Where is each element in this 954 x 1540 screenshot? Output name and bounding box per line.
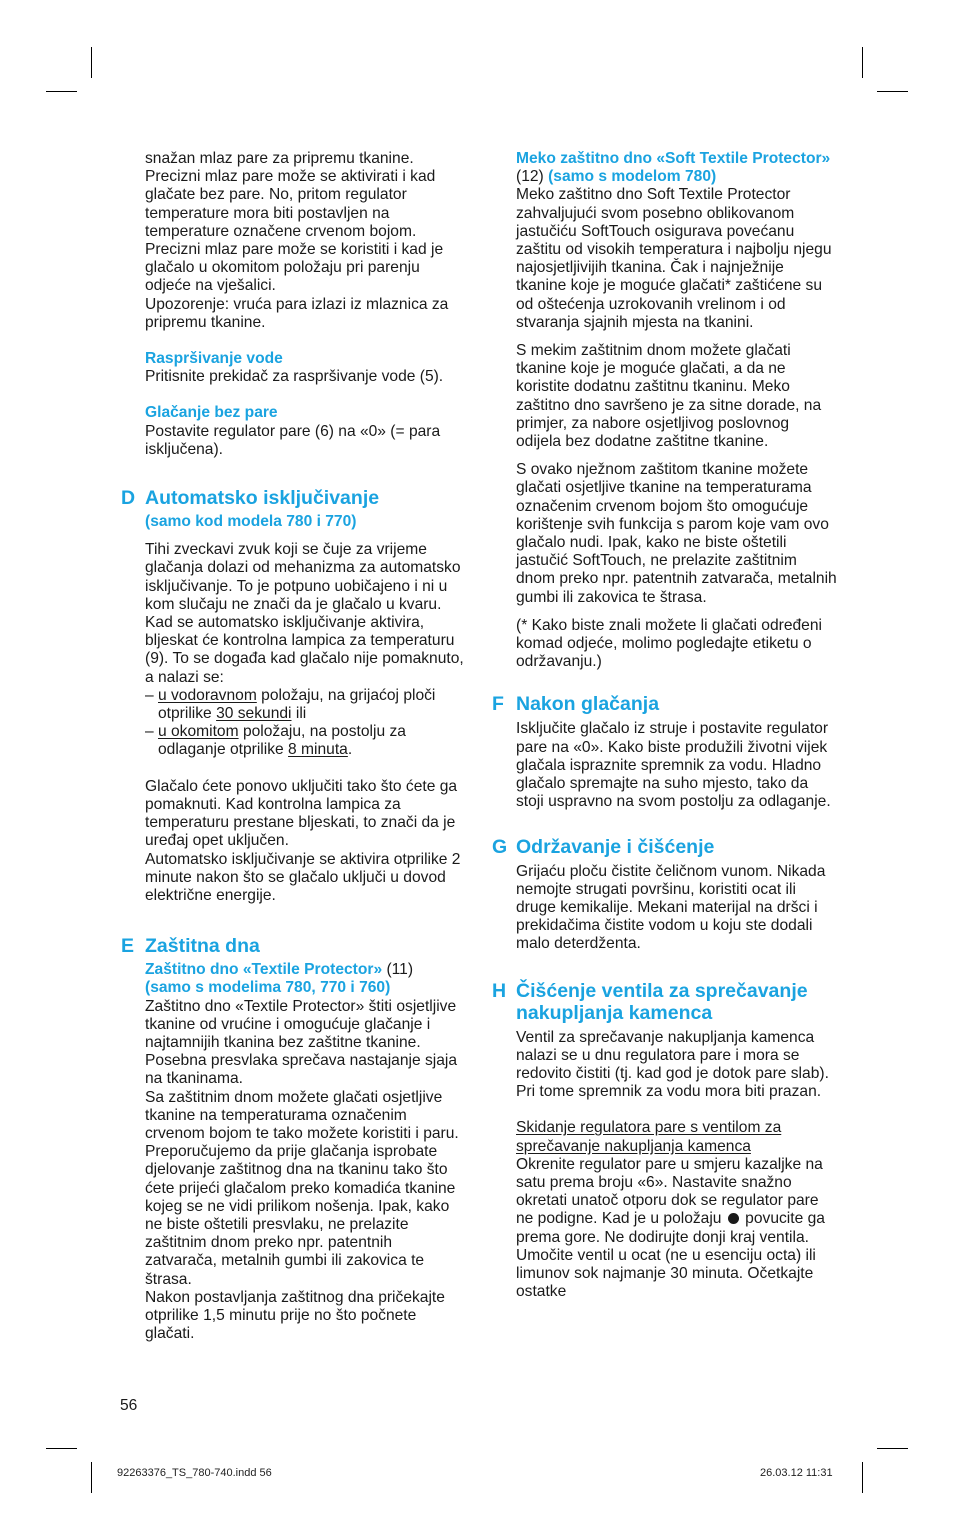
section-title: Automatsko isključivanje [145, 487, 380, 510]
model-note: (samo s modelom 780) [548, 168, 717, 186]
textile-protector-note: (samo s modelima 780, 770 i 760) [145, 979, 391, 997]
section-e-heading [121, 935, 467, 958]
section-letter: G [492, 835, 508, 858]
care-label-note: (* Kako biste znali možete li glačati određeni komad odjeće, molimo pogledajte etiketu o održavanju.) [516, 616, 822, 671]
textile-protector-heading [145, 961, 467, 979]
footer-timestamp: 26.03.12 11:31 [760, 1467, 833, 1479]
section-letter: F [492, 693, 504, 716]
section-g-heading [492, 835, 838, 858]
section-d-note: (samo kod modela 780 i 770) [145, 513, 357, 531]
underlined-text: Skidanje regulatora pare s ventilom za sprečavanje nakupljanja kamenca [516, 1119, 782, 1155]
soft-protector-heading [516, 150, 838, 186]
section-f-heading [492, 693, 838, 716]
soft-protector-paragraph: Meko zaštitno dno Soft Textile Protector zahvaljujući svom posebno oblikovanom jastučiću SoftTouch osigurava povećanu zaštitu od visokih temperatura i najbolju njegu najosjetljivijih tkanina. Čak i najnježnije tkanine koje je moguće glačati* zaštićene su od oštećenja uzrokovanih vrelinom i od stvaranja sjajnih mjesta na tkanini. [516, 186, 832, 331]
list-item [145, 687, 467, 723]
list-text: položaju, na grijaćoj ploči otprilike [158, 686, 436, 723]
section-letter: H [492, 979, 507, 1002]
anti-calc-paragraph: Ventil za sprečavanje nakupljanja kamenca nalazi se u dnu regulatora pare i mora se redovito čistiti (tj. kad god je dotok pare slab). Pri tome spremnik za vodu mora biti prazan. [516, 1028, 829, 1101]
underlined-text: u okomitom [158, 723, 239, 741]
protector-paragraph: Preporučujemo da prije glačanja isprobate djelovanje zaštitnog dna na tkaninu tako što ćete prijeći glačalom preko komadića tkanine kojeg se ne vidi prilikom nošenja. Ipak, kako ne biste oštetili presvlaku, ne prelazite zaštitnim dnom preko npr. patentnih zatvarača, metalnih gumbi ili zakovica te štrasa. [145, 1143, 456, 1288]
crop-mark [91, 1462, 92, 1493]
section-title: Održavanje i čišćenje [516, 835, 715, 858]
auto-off-paragraph: Tihi zveckavi zvuk koji se čuje za vrijeme glačanja dolazi od mehanizma za automatsko isključivanje. To je potpuno uobičajeno i ni u kom slučaju ne znači da je glačalo u kvaru. [145, 541, 461, 613]
right-column [492, 150, 838, 1301]
auto-off-list [145, 687, 467, 760]
crop-mark [46, 1448, 77, 1449]
soft-protector-paragraph: S mekim zaštitnim dnom možete glačati tkanine koje je moguće glačati, a da ne koristite dodatnu zaštitnu tkaninu. Meko zaštitno dno savršeno je za sitne dorade, na primjer, za nabore osjetljivog poslovnog odijela bez dodatne zaštitne tkanine. [516, 342, 822, 451]
spray-heading: Raspršivanje vode [145, 350, 283, 368]
dry-ironing-heading: Glačanje bez pare [145, 404, 278, 422]
list-text: . [347, 741, 353, 759]
subheading-text: Zaštitno dno «Textile Protector» [145, 961, 383, 979]
warning-text: Upozorenje: vruća para izlazi iz mlaznica za pripremu tkanine. [145, 295, 449, 331]
section-letter: E [121, 935, 135, 958]
protector-paragraph: Sa zaštitnim dnom možete glačati osjetljive tkanine na temperaturama označenim crvenom bojom te tako možete koristiti i paru. [145, 1088, 459, 1142]
crop-mark [862, 47, 863, 78]
protector-paragraph: Zaštitno dno «Textile Protector» štiti osjetljive tkanine od vrućine i omogućuje glačanje i najtamnijih tkanina bez zaštitne tkanine. Posebna presvlaka sprečava nastajanje sjaja na tkaninama. [145, 997, 458, 1088]
cleaning-paragraph: Grijaću ploču čistite čeličnom vunom. Nikada nemojte strugati površinu, koristiti ocat ili druge kemikalije. Mekani materijal na dršci i prekidačima čistite vodom u koju ste dodali malo deterdženta. [516, 862, 826, 953]
anti-calc-paragraph [516, 1156, 838, 1302]
section-title: Čišćenje ventila za sprečavanje nakupljanja kamenca [516, 979, 808, 1024]
footer-file-name: 92263376_TS_780-740.indd 56 [117, 1467, 272, 1479]
section-d-heading [121, 487, 467, 510]
crop-mark [46, 91, 77, 92]
crop-mark [877, 91, 908, 92]
underlined-text: 30 sekundi [216, 705, 292, 723]
underlined-text: u vodoravnom [158, 686, 257, 704]
list-text: ili [291, 705, 307, 723]
left-column [121, 150, 467, 1343]
section-h-heading [492, 979, 838, 1024]
list-text: položaju, na postolju za odlaganje otprilike [158, 723, 406, 759]
soft-protector-paragraph: S ovako nježnom zaštitom tkanine možete glačati osjetljive tkanine na temperaturama označenim crvenom bojom što omogućuje korištenje svih funkcija s parom koje vam ovo glačalo nudi. Ipak, kako ne biste oštetili jastučić SoftTouch, ne prelazite zaštitnim dnom preko npr. patentnih zatvarača, metalnih gumbi ili zakovica te štrasa. [516, 461, 837, 606]
auto-off-paragraph: Glačalo ćete ponovo uključiti tako što ćete ga pomaknuti. Kad kontrolna lampica za temperaturu prestane bljeskati, to znači da je uređaj opet uključen. [145, 777, 458, 850]
steam-burst-text: snažan mlaz pare za pripremu tkanine. Precizni mlaz pare može se aktivirati i kad glačate bez pare. No, pritom regulator temperature mora biti postavljen na temperature označene crvenom bojom. Precizni mlaz pare može se koristiti i kad je glačalo u okomitom položaju pri parenju odjeće na vješalici. [145, 150, 444, 295]
section-title: Nakon glačanja [516, 693, 660, 716]
part-number: (12) [516, 168, 549, 186]
section-letter: D [121, 487, 136, 510]
protector-paragraph: Nakon postavljanja zaštitnog dna pričekajte otprilike 1,5 minutu prije no što počnete glačati. [145, 1288, 445, 1343]
dry-ironing-text: Postavite regulator pare (6) na «0» (= para isključena). [145, 422, 441, 458]
paragraph-text: povucite ga prema gore. Ne dodirujte donji kraj ventila. Umočite ventil u ocat (ne u esenciju octa) ili limunov sok najmanje 30 minuta. Očetkajte ostatke [516, 1210, 825, 1301]
subheading-text: Meko zaštitno dno «Soft Textile Protector» [516, 150, 831, 167]
section-title: Zaštitna dna [145, 935, 260, 958]
auto-off-paragraph: Kad se automatsko isključivanje aktivira, bljeskat će kontrolna lampica za temperaturu (9). To se događa kad glačalo nije pomaknuto, a nalazi se: [145, 614, 464, 686]
paragraph-text: Okrenite regulator pare u smjeru kazaljke na satu prema broju «6». Nastavite snažno okretati unatoč otporu dok se regulator pare ne podigne. Kad je u položaju [516, 1155, 823, 1228]
filled-dot-icon [728, 1213, 739, 1224]
spray-text: Pritisnite prekidač za raspršivanje vode (5). [145, 368, 444, 386]
auto-off-paragraph: Automatsko isključivanje se aktivira otprilike 2 minute nakon što se glačalo uključi u dovod električne energije. [145, 850, 461, 904]
crop-mark [91, 47, 92, 78]
anti-calc-subheading [516, 1119, 838, 1155]
part-number: (11) [382, 961, 414, 979]
page-number: 56 [120, 1397, 138, 1414]
crop-mark [862, 1462, 863, 1493]
after-ironing-paragraph: Isključite glačalo iz struje i postavite regulator pare na «0». Kako biste produžili životni vijek glačala ispraznite spremnik za vodu. Hladno glačalo spremajte na suho mjesto, tako da stoji uspravno na svom postolju za odlaganje. [516, 720, 831, 811]
underlined-text: 8 minuta [288, 741, 348, 759]
crop-mark [877, 1448, 908, 1449]
list-item [145, 723, 467, 759]
